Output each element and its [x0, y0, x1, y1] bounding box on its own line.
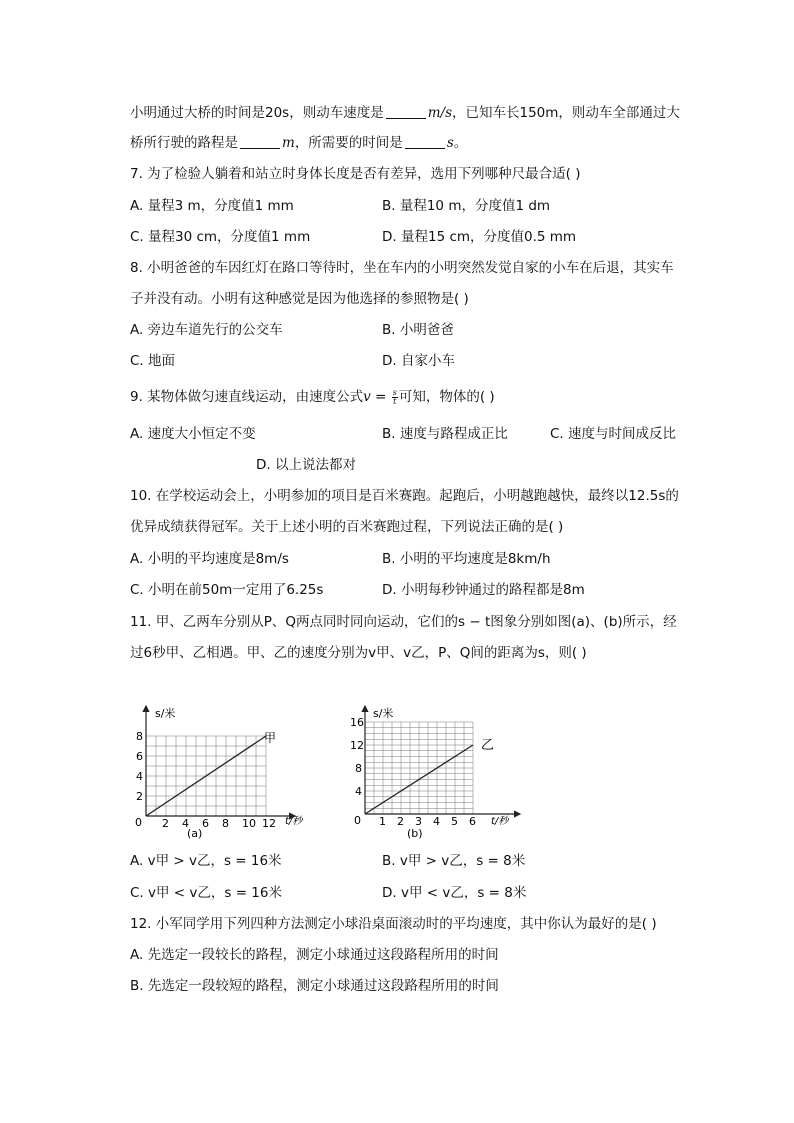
x-axis-label: t/秒	[491, 816, 509, 827]
formula-v: v	[363, 389, 371, 405]
x-tick-label: 8	[222, 817, 229, 830]
question-7-stem: 7. 为了检验人躺着和站立时身体长度是否有差异，选用下列哪种尺最合适( )	[130, 166, 581, 182]
intro-text: 桥所行驶的路程是	[130, 135, 238, 151]
answer-blank[interactable]	[240, 134, 280, 149]
x-axis-label: t/秒	[285, 816, 303, 827]
fraction-denominator: t	[393, 396, 397, 406]
unit-label: m	[282, 135, 295, 151]
y-tick-label: 16	[350, 716, 364, 729]
x-tick-label: 4	[182, 817, 189, 830]
formula-fraction	[392, 389, 398, 406]
y-axis-label: s/米	[155, 707, 176, 720]
q12-option-b[interactable]: B. 先选定一段较短的路程，测定小球通过这段路程所用的时间	[130, 978, 499, 994]
intro-line-1	[130, 103, 680, 123]
y-tick-label: 12	[350, 739, 364, 752]
x-tick-label: 5	[451, 815, 458, 828]
q8-option-c[interactable]: C. 地面	[130, 353, 176, 369]
intro-text: 小明通过大桥的时间是20s，则动车速度是	[130, 105, 384, 121]
q8-option-b[interactable]: B. 小明爸爸	[382, 322, 454, 338]
unit-label: s	[446, 135, 454, 151]
series-label-yi: 乙	[481, 738, 495, 753]
intro-line-2	[130, 133, 467, 153]
y-axis-label: s/米	[373, 707, 394, 720]
q7-option-b[interactable]: B. 量程10 m，分度值1 dm	[382, 198, 551, 214]
fraction-numerator: s	[392, 387, 397, 397]
chart-b	[345, 700, 525, 845]
intro-text: ，所需要的时间是	[294, 135, 403, 151]
y-tick-label: 6	[136, 750, 143, 763]
y-tick-label: 8	[355, 762, 362, 775]
answer-blank[interactable]	[405, 134, 445, 149]
y-tick-label: 4	[136, 770, 143, 783]
q9-stem-text: 9. 某物体做匀速直线运动，由速度公式	[130, 389, 364, 405]
q11-option-b[interactable]: B. v甲 > v乙，s = 8米	[382, 853, 526, 869]
question-9-stem: 9. 某物体做匀速直线运动，由速度公式v = $\frac{s}{t}$ 可知，物体的( )	[130, 387, 495, 406]
answer-blank[interactable]	[386, 104, 426, 119]
q11-option-d[interactable]: D. v甲 < v乙，s = 8米	[382, 885, 527, 901]
series-label-jia: 甲	[264, 731, 277, 745]
q9-option-b[interactable]: B. 速度与路程成正比	[382, 426, 508, 442]
x-tick-label: 3	[415, 815, 422, 828]
q11-option-c[interactable]: C. v甲 < v乙，s = 16米	[130, 885, 282, 901]
intro-text: ，已知车长150m，则动车全部通过大	[452, 105, 680, 121]
chart-b-grid	[365, 722, 473, 814]
question-12-stem: 12. 小军同学用下列四种方法测定小球沿桌面滚动时的平均速度，其中你认为最好的是( )	[130, 916, 657, 932]
x-tick-label: 6	[202, 817, 209, 830]
q10-option-b[interactable]: B. 小明的平均速度是8km/h	[382, 551, 551, 567]
q9-option-a[interactable]: A. 速度大小恒定不变	[130, 426, 256, 442]
q11-option-a[interactable]: A. v甲 > v乙，s = 16米	[130, 853, 282, 869]
q10-option-a[interactable]: A. 小明的平均速度是8m/s	[130, 551, 289, 567]
y-tick-label: 4	[355, 785, 362, 798]
unit-label: m/s	[427, 105, 452, 121]
x-tick-label: 4	[433, 815, 440, 828]
x-tick-label: 1	[379, 815, 386, 828]
chart-caption: (b)	[407, 827, 423, 840]
y-tick-label: 8	[136, 730, 143, 743]
question-8-stem-2: 子并没有动。小明有这种感觉是因为他选择的参照物是( )	[130, 291, 469, 307]
x-tick-label: 2	[162, 817, 169, 830]
q8-option-a[interactable]: A. 旁边车道先行的公交车	[130, 322, 283, 338]
y-tick-label: 2	[136, 790, 143, 803]
question-10-stem-1: 10. 在学校运动会上，小明参加的项目是百米赛跑。起跑后，小明越跑越快，最终以12.5s的	[130, 488, 679, 504]
chart-caption: (a)	[187, 827, 203, 840]
origin-label: 0	[135, 816, 142, 829]
question-11-stem-1: 11. 甲、乙两车分别从P、Q两点同时同向运动，它们的s − t图象分别如图(a)、(b)所示，经	[130, 614, 677, 630]
question-10-stem-2: 优异成绩获得冠军。关于上述小明的百米赛跑过程，下列说法正确的是( )	[130, 519, 564, 535]
q7-option-c[interactable]: C. 量程30 cm，分度值1 mm	[130, 229, 311, 245]
question-11-stem-2: 过6秒甲、乙相遇。甲、乙的速度分别为v甲、v乙，P、Q间的距离为s，则( )	[130, 645, 587, 661]
q7-option-d[interactable]: D. 量程15 cm，分度值0.5 mm	[382, 229, 577, 245]
q9-stem-text: 可知，物体的( )	[398, 389, 495, 405]
x-tick-label: 2	[397, 815, 404, 828]
question-8-stem-1: 8. 小明爸爸的车因红灯在路口等待时，坐在车内的小明突然发觉自家的小车在后退，其实车	[130, 260, 674, 276]
q7-option-a[interactable]: A. 量程3 m，分度值1 mm	[130, 198, 294, 214]
chart-a	[125, 700, 303, 845]
q9-option-d[interactable]: D. 以上说法都对	[256, 457, 356, 473]
q10-option-d[interactable]: D. 小明每秒钟通过的路程都是8m	[382, 582, 585, 598]
q9-option-c[interactable]: C. 速度与时间成反比	[550, 426, 677, 442]
q12-option-a[interactable]: A. 先选定一段较长的路程，测定小球通过这段路程所用的时间	[130, 947, 499, 963]
q8-option-d[interactable]: D. 自家小车	[382, 353, 455, 369]
x-tick-label: 10	[242, 817, 256, 830]
q10-option-c[interactable]: C. 小明在前50m一定用了6.25s	[130, 582, 324, 598]
intro-text: 。	[453, 135, 468, 151]
x-tick-label: 6	[469, 815, 476, 828]
origin-label: 0	[354, 814, 361, 827]
x-tick-label: 12	[262, 817, 276, 830]
